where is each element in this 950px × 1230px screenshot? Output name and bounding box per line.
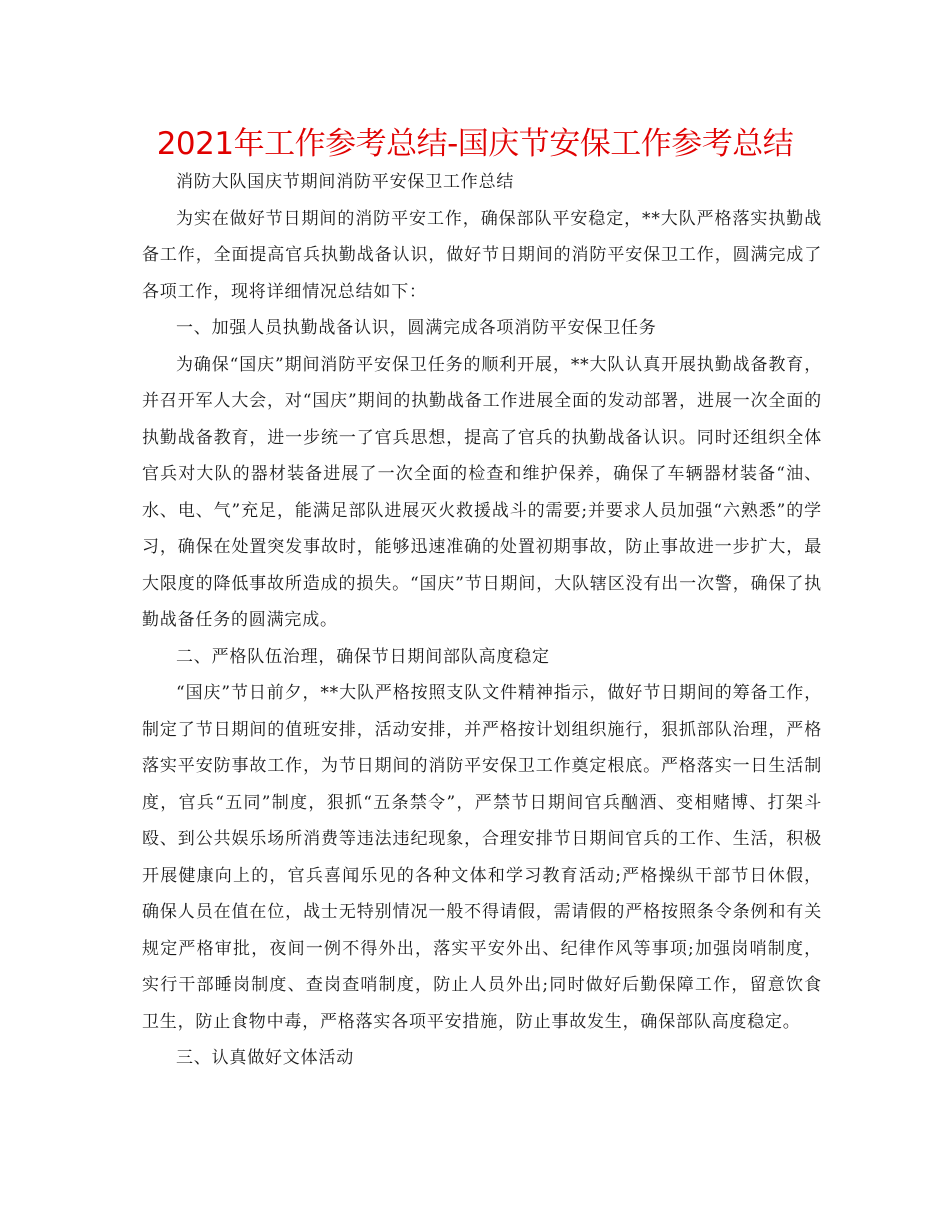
section-2-paragraph: “国庆”节日前夕，**大队严格按照支队文件精神指示，做好节日期间的筹备工作，制定了节日期间的值班安排，活动安排，并严格按计划组织施行，狠抓部队治理，严格落实平安防事故工作，为节日期间的消防平安保卫工作奠定根底。严格落实一日生活制度，官兵“五同”制度，狠抓“五条禁令”，严禁节日期间官兵酗酒、变相赌博、打架斗殴、到公共娱乐场所消费等违法违纪现象，合理安排节日期间官兵的工作、生活，积极开展健康向上的，官兵喜闻乐见的各种文体和学习教育活动;严格操纵干部节日休假，确保人员在值在位，战士无特别情况一般不得请假，需请假的严格按照条令条例和有关规定严格审批，夜间一例不得外出，落实平安外出、纪律作风等事项;加强岗哨制度，实行干部睡岗制度、查岗查哨制度，防止人员外出;同时做好后勤保障工作，留意饮食卫生，防止食物中毒，严格落实各项平安措施，防止事故发生，确保部队高度稳定。 <box>142 683 822 1032</box>
section-heading-1: 一、加强人员执勤战备认识，圆满完成各项消防平安保卫任务 <box>176 318 657 338</box>
document-title: 2021年工作参考总结-国庆节安保工作参考总结 <box>156 126 794 162</box>
section-heading-2: 二、严格队伍治理，确保节日期间部队高度稳定 <box>176 646 550 667</box>
section-heading-3: 三、认真做好文体活动 <box>176 1048 354 1068</box>
section-1-paragraph: 为确保“国庆”期间消防平安保卫任务的顺利开展，**大队认真开展执勤战备教育，并召开军人大会，对“国庆”期间的执勤战备工作进展全面的发动部署，进展一次全面的执勤战备教育，进一步统一了官兵思想，提高了官兵的执勤战备认识。同时还组织全体官兵对大队的器材装备进展了一次全面的检查和维护保养，确保了车辆器材装备“油、水、电、气”充足，能满足部队进展灭火救援战斗的需要;并要求人员加强“六熟悉”的学习，确保在处置突发事故时，能够迅速准确的处置初期事故，防止事故进一步扩大，最大限度的降低事故所造成的损失。“国庆”节日期间，大队辖区没有出一次警，确保了执勤战备任务的圆满完成。 <box>142 354 822 630</box>
subtitle-paragraph: 消防大队国庆节期间消防平安保卫工作总结 <box>176 172 515 192</box>
intro-paragraph: 为实在做好节日期间的消防平安工作，确保部队平安稳定，**大队严格落实执勤战备工作，全面提高官兵执勤战备认识，做好节日期间的消防平安保卫工作，圆满完成了各项工作，现将详细情况总结如下： <box>142 208 822 302</box>
document-body <box>142 164 822 1077</box>
